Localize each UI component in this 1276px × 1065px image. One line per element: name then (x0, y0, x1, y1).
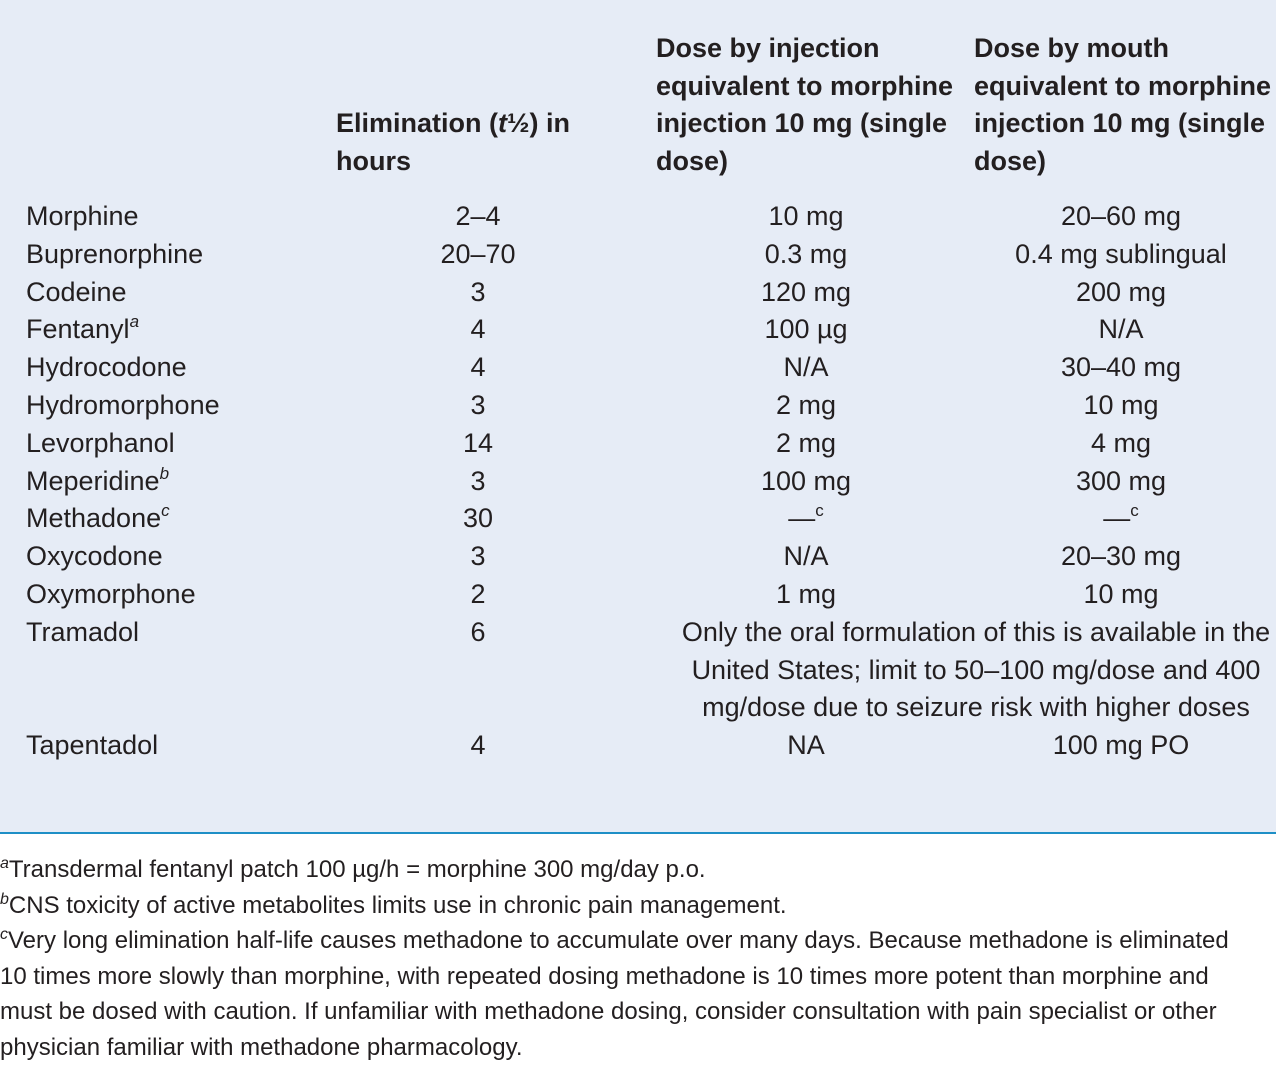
injection-cell: 2 mg (775, 427, 837, 458)
injection-cell: N/A (783, 352, 829, 383)
table-row (0, 614, 1276, 727)
elimination-cell: 3 (470, 541, 486, 572)
mouth-cell: 10 mg (1083, 578, 1159, 609)
drug-name: Oxymorphone (26, 578, 196, 609)
drug-name: Fentanyl$^a$ (26, 312, 140, 345)
mouth-cell: 20–60 mg (1060, 201, 1182, 231)
tramadol-note: Only the oral formulation of this is available in the United States; limit to 50–100 mg/dose and 400 mg/dose due to seizure risk with higher doses (681, 616, 1271, 723)
table-row (0, 538, 1276, 576)
elimination-cell: 4 (470, 314, 486, 345)
injection-cell: N/A (783, 541, 829, 572)
injection-cell: 1 mg (775, 578, 837, 609)
drug-name: Tramadol (26, 616, 140, 647)
header-mouth: Dose by mouth equivalent to morphine injection 10 mg (single dose) (974, 33, 1272, 176)
drug-name: Hydromorphone (26, 389, 220, 420)
injection-cell: 2 mg (775, 389, 837, 420)
table-row (0, 198, 1276, 236)
elimination-cell: 14 (462, 427, 494, 458)
injection-cell: 10 mg (768, 201, 844, 231)
injection-cell: 0.3 mg (764, 238, 848, 269)
table-row (0, 576, 1276, 614)
drug-name: Oxycodone (26, 541, 163, 572)
table-row (0, 425, 1276, 463)
mouth-cell: 100 mg PO (1052, 730, 1190, 761)
table-row (0, 463, 1276, 501)
footnote-mark: a (0, 855, 9, 872)
injection-cell: 100 mg (760, 465, 852, 496)
table-row (0, 274, 1276, 312)
elimination-cell: 4 (470, 730, 486, 761)
footnote-mark: c (0, 926, 8, 943)
footnote-a: $^a$Transdermal fentanyl patch 100 µg/h = morphine 300 mg/day p.o. (0, 855, 706, 883)
header-row (0, 30, 1276, 198)
drug-name: Methadone$^c$ (26, 501, 170, 534)
elimination-cell: 2 (470, 578, 486, 609)
elimination-cell: 3 (470, 389, 486, 420)
mouth-cell: 0.4 mg sublingual (1015, 238, 1227, 269)
elimination-cell: 30 (462, 503, 494, 534)
mouth-cell: 20–30 mg (1060, 541, 1182, 572)
table-row (0, 387, 1276, 425)
elimination-cell: 6 (470, 616, 486, 647)
elimination-cell: 4 (470, 352, 486, 383)
drug-name: Tapentadol (26, 730, 159, 761)
injection-cell: 100 µg (764, 314, 848, 345)
mouth-cell: 30–40 mg (1060, 352, 1182, 383)
footnote-c: $^c$Very long elimination half-life causes methadone to accumulate over many days. Because methadone is eliminated 10 times more slowly than morphine, with repeated dosing methadone is 10 times more potent than morphine and must be dosed with caution. If unfamiliar with methadone dosing, consider consultation with pain specialist or other physician familiar with methadone pharmacology. (0, 926, 1229, 1061)
injection-cell: NA (787, 730, 825, 761)
footnote-mark: c (161, 501, 170, 521)
drug-name: Hydrocodone (26, 352, 187, 383)
footnote-mark: c (815, 501, 824, 521)
mouth-cell: N/A (1098, 314, 1144, 345)
elimination-cell: 20–70 (440, 238, 516, 269)
drug-name: Codeine (26, 276, 127, 307)
table-row (0, 727, 1276, 765)
mouth-cell: 200 mg (1075, 276, 1167, 307)
mouth-cell: 10 mg (1083, 389, 1159, 420)
injection-cell: —$^c$ (788, 501, 824, 534)
drug-name: Buprenorphine (26, 238, 204, 269)
header-drug (0, 30, 310, 198)
footnote-mark: b (159, 463, 170, 483)
footnote-mark: b (0, 890, 9, 908)
footnote-mark: c (1130, 501, 1139, 521)
table-row (0, 500, 1276, 538)
table-row (0, 236, 1276, 274)
drug-name: Meperidine$^b$ (26, 463, 170, 496)
footnote-b: $^b$CNS toxicity of active metabolites limits use in chronic pain management. (0, 890, 787, 919)
elimination-cell: 2–4 (455, 201, 501, 231)
elimination-cell: 3 (470, 276, 486, 307)
opioid-table (0, 30, 1276, 765)
table-row (0, 349, 1276, 387)
table-row (0, 311, 1276, 349)
injection-cell: 120 mg (760, 276, 852, 307)
mouth-cell: —$^c$ (1103, 501, 1139, 534)
footnote-mark: a (129, 312, 140, 332)
mouth-cell: 300 mg (1075, 465, 1167, 496)
elimination-cell: 3 (470, 465, 486, 496)
header-elimination: Elimination (t½) in hours (336, 108, 571, 176)
footnotes (0, 852, 1260, 1065)
header-injection: Dose by injection equivalent to morphine injection 10 mg (single dose) (656, 33, 954, 176)
drug-name: Levorphanol (26, 427, 175, 458)
mouth-cell: 4 mg (1090, 427, 1152, 458)
drug-name: Morphine (26, 201, 139, 231)
